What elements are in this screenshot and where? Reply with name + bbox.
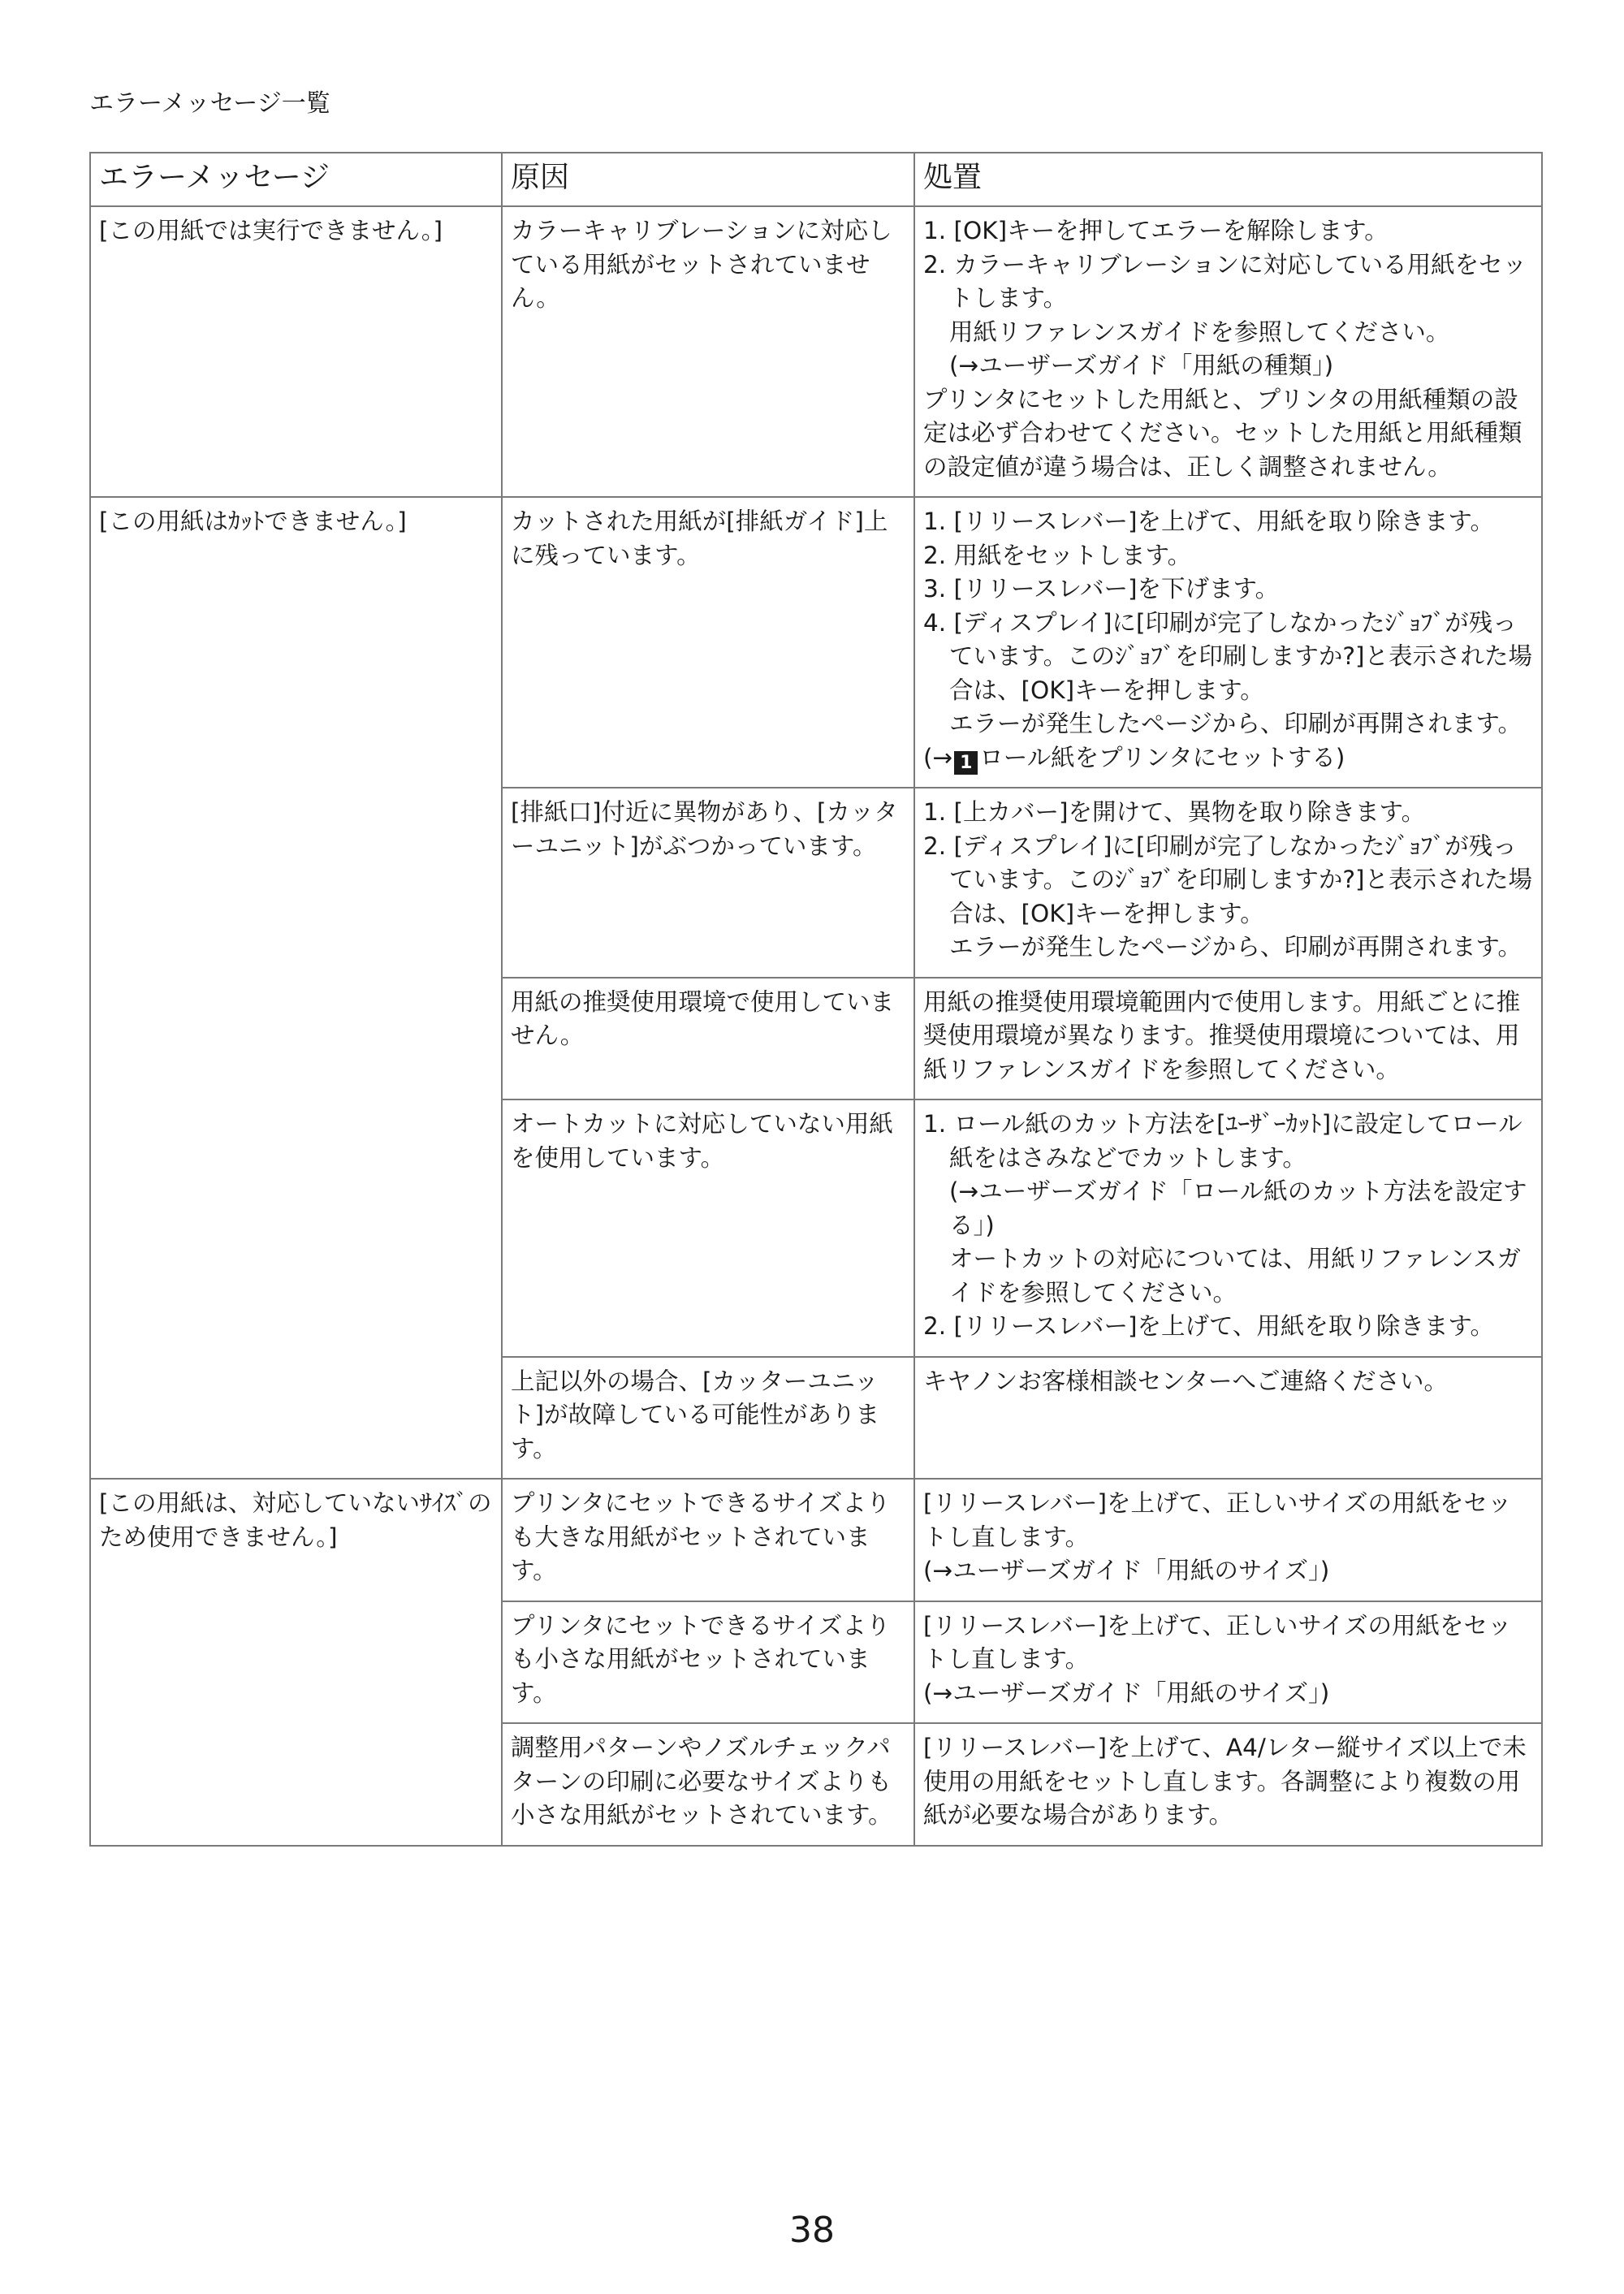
header-action: 処置 <box>914 153 1542 206</box>
header-error-message: エラーメッセージ <box>90 153 502 206</box>
action-step: 4. [ディスプレイ]に[印刷が完了しなかったｼﾞｮﾌﾞが残っています。このｼﾞｮﾌﾞを印刷しますか?]と表示された場合は、[OK]キーを押します。 <box>923 608 1533 704</box>
cause-cell: カットされた用紙が[排紙ガイド]上に残っています。 <box>502 497 914 788</box>
cause-cell: プリンタにセットできるサイズよりも小さな用紙がセットされています。 <box>502 1601 914 1724</box>
chapter-number-icon: 1 <box>954 751 978 775</box>
action-cell <box>914 1479 1542 1601</box>
action-step: 2. カラーキャリブレーションに対応している用紙をセットします。 <box>923 250 1527 312</box>
action-step: 1. [リリースレバー]を上げて、用紙を取り除きます。 <box>923 508 1495 535</box>
error-message-cell: [この用紙はｶｯﾄできません。] <box>90 497 502 1479</box>
table-header-row <box>90 153 1542 206</box>
error-message-cell: [この用紙では実行できません。] <box>90 206 502 497</box>
cause-cell: 上記以外の場合、[カッターユニット]が故障している可能性があります。 <box>502 1357 914 1480</box>
action-step: 2. [ディスプレイ]に[印刷が完了しなかったｼﾞｮﾌﾞが残っています。このｼﾞｮﾌﾞを印刷しますか?]と表示された場合は、[OK]キーを押します。 <box>923 832 1533 927</box>
action-cell <box>914 1357 1542 1480</box>
action-cell <box>914 1099 1542 1357</box>
error-message-cell: [この用紙は、対応していないｻｲｽﾞのため使用できません。] <box>90 1479 502 1846</box>
action-cell <box>914 206 1542 497</box>
action-reference <box>923 741 1533 775</box>
action-cell <box>914 497 1542 788</box>
action-note: [リリースレバー]を上げて、A4/レター縦サイズ以上で未使用の用紙をセットし直します。各調整により複数の用紙が必要な場合があります。 <box>923 1734 1527 1829</box>
action-reference: (→ユーザーズガイド「ロール紙のカット方法を設定する」) <box>949 1177 1527 1239</box>
action-note: エラーが発生したページから、印刷が再開されます。 <box>949 933 1522 961</box>
table-row <box>90 206 1542 497</box>
cause-cell: プリンタにセットできるサイズよりも大きな用紙がセットされています。 <box>502 1479 914 1601</box>
page-number: 38 <box>789 2210 835 2251</box>
action-step: 2. 用紙をセットします。 <box>923 541 1192 569</box>
action-cell <box>914 788 1542 978</box>
action-reference: (→ユーザーズガイド「用紙のサイズ」) <box>923 1557 1330 1584</box>
action-note: [リリースレバー]を上げて、正しいサイズの用紙をセットし直します。 <box>923 1489 1512 1551</box>
action-reference: (→ユーザーズガイド「用紙のサイズ」) <box>923 1678 1330 1707</box>
action-cell <box>914 1723 1542 1846</box>
cause-cell: 調整用パターンやノズルチェックパターンの印刷に必要なサイズよりも小さな用紙がセットされています。 <box>502 1723 914 1846</box>
action-step: 1. ロール紙のカット方法を[ﾕｰｻﾞｰｶｯﾄ]に設定してロール紙をはさみなどでカットします。 <box>923 1110 1522 1172</box>
table-row <box>90 1479 1542 1601</box>
action-cell <box>914 1601 1542 1724</box>
action-step: 2. [リリースレバー]を上げて、用紙を取り除きます。 <box>923 1312 1495 1340</box>
error-message-table <box>89 152 1543 1847</box>
action-note: プリンタにセットした用紙と、プリンタの用紙種類の設定は必ず合わせてください。セットした用紙と用紙種類の設定値が違う場合は、正しく調整されません。 <box>923 385 1522 481</box>
action-reference: (→ユーザーズガイド「用紙の種類」) <box>949 352 1334 379</box>
reference-text: ロール紙をプリンタにセットする) <box>979 743 1345 771</box>
action-note: 用紙リファレンスガイドを参照してください。 <box>949 318 1450 346</box>
cause-cell: オートカットに対応していない用紙を使用しています。 <box>502 1099 914 1357</box>
action-step: 3. [リリースレバー]を下げます。 <box>923 575 1280 603</box>
action-note: [リリースレバー]を上げて、正しいサイズの用紙をセットし直します。 <box>923 1611 1512 1673</box>
action-note: キヤノンお客様相談センターへご連絡ください。 <box>923 1367 1449 1395</box>
action-cell <box>914 978 1542 1100</box>
cause-cell: [排紙口]付近に異物があり、[カッターユニット]がぶつかっています。 <box>502 788 914 978</box>
table-row <box>90 497 1542 788</box>
header-cause: 原因 <box>502 153 914 206</box>
page-header-title: エラーメッセージ一覧 <box>89 89 330 118</box>
action-note: 用紙の推奨使用環境範囲内で使用します。用紙ごとに推奨使用環境が異なります。推奨使用環境については、用紙リファレンスガイドを参照してください。 <box>923 987 1521 1083</box>
action-note: エラーが発生したページから、印刷が再開されます。 <box>949 710 1522 737</box>
action-step: 1. [上カバー]を開けて、異物を取り除きます。 <box>923 798 1426 826</box>
action-step: 1. [OK]キーを押してエラーを解除します。 <box>923 217 1389 244</box>
reference-prefix: (→ <box>923 743 953 771</box>
cause-cell: カラーキャリブレーションに対応している用紙がセットされていません。 <box>502 206 914 497</box>
action-note: オートカットの対応については、用紙リファレンスガイドを参照してください。 <box>949 1245 1522 1307</box>
cause-cell: 用紙の推奨使用環境で使用していません。 <box>502 978 914 1100</box>
